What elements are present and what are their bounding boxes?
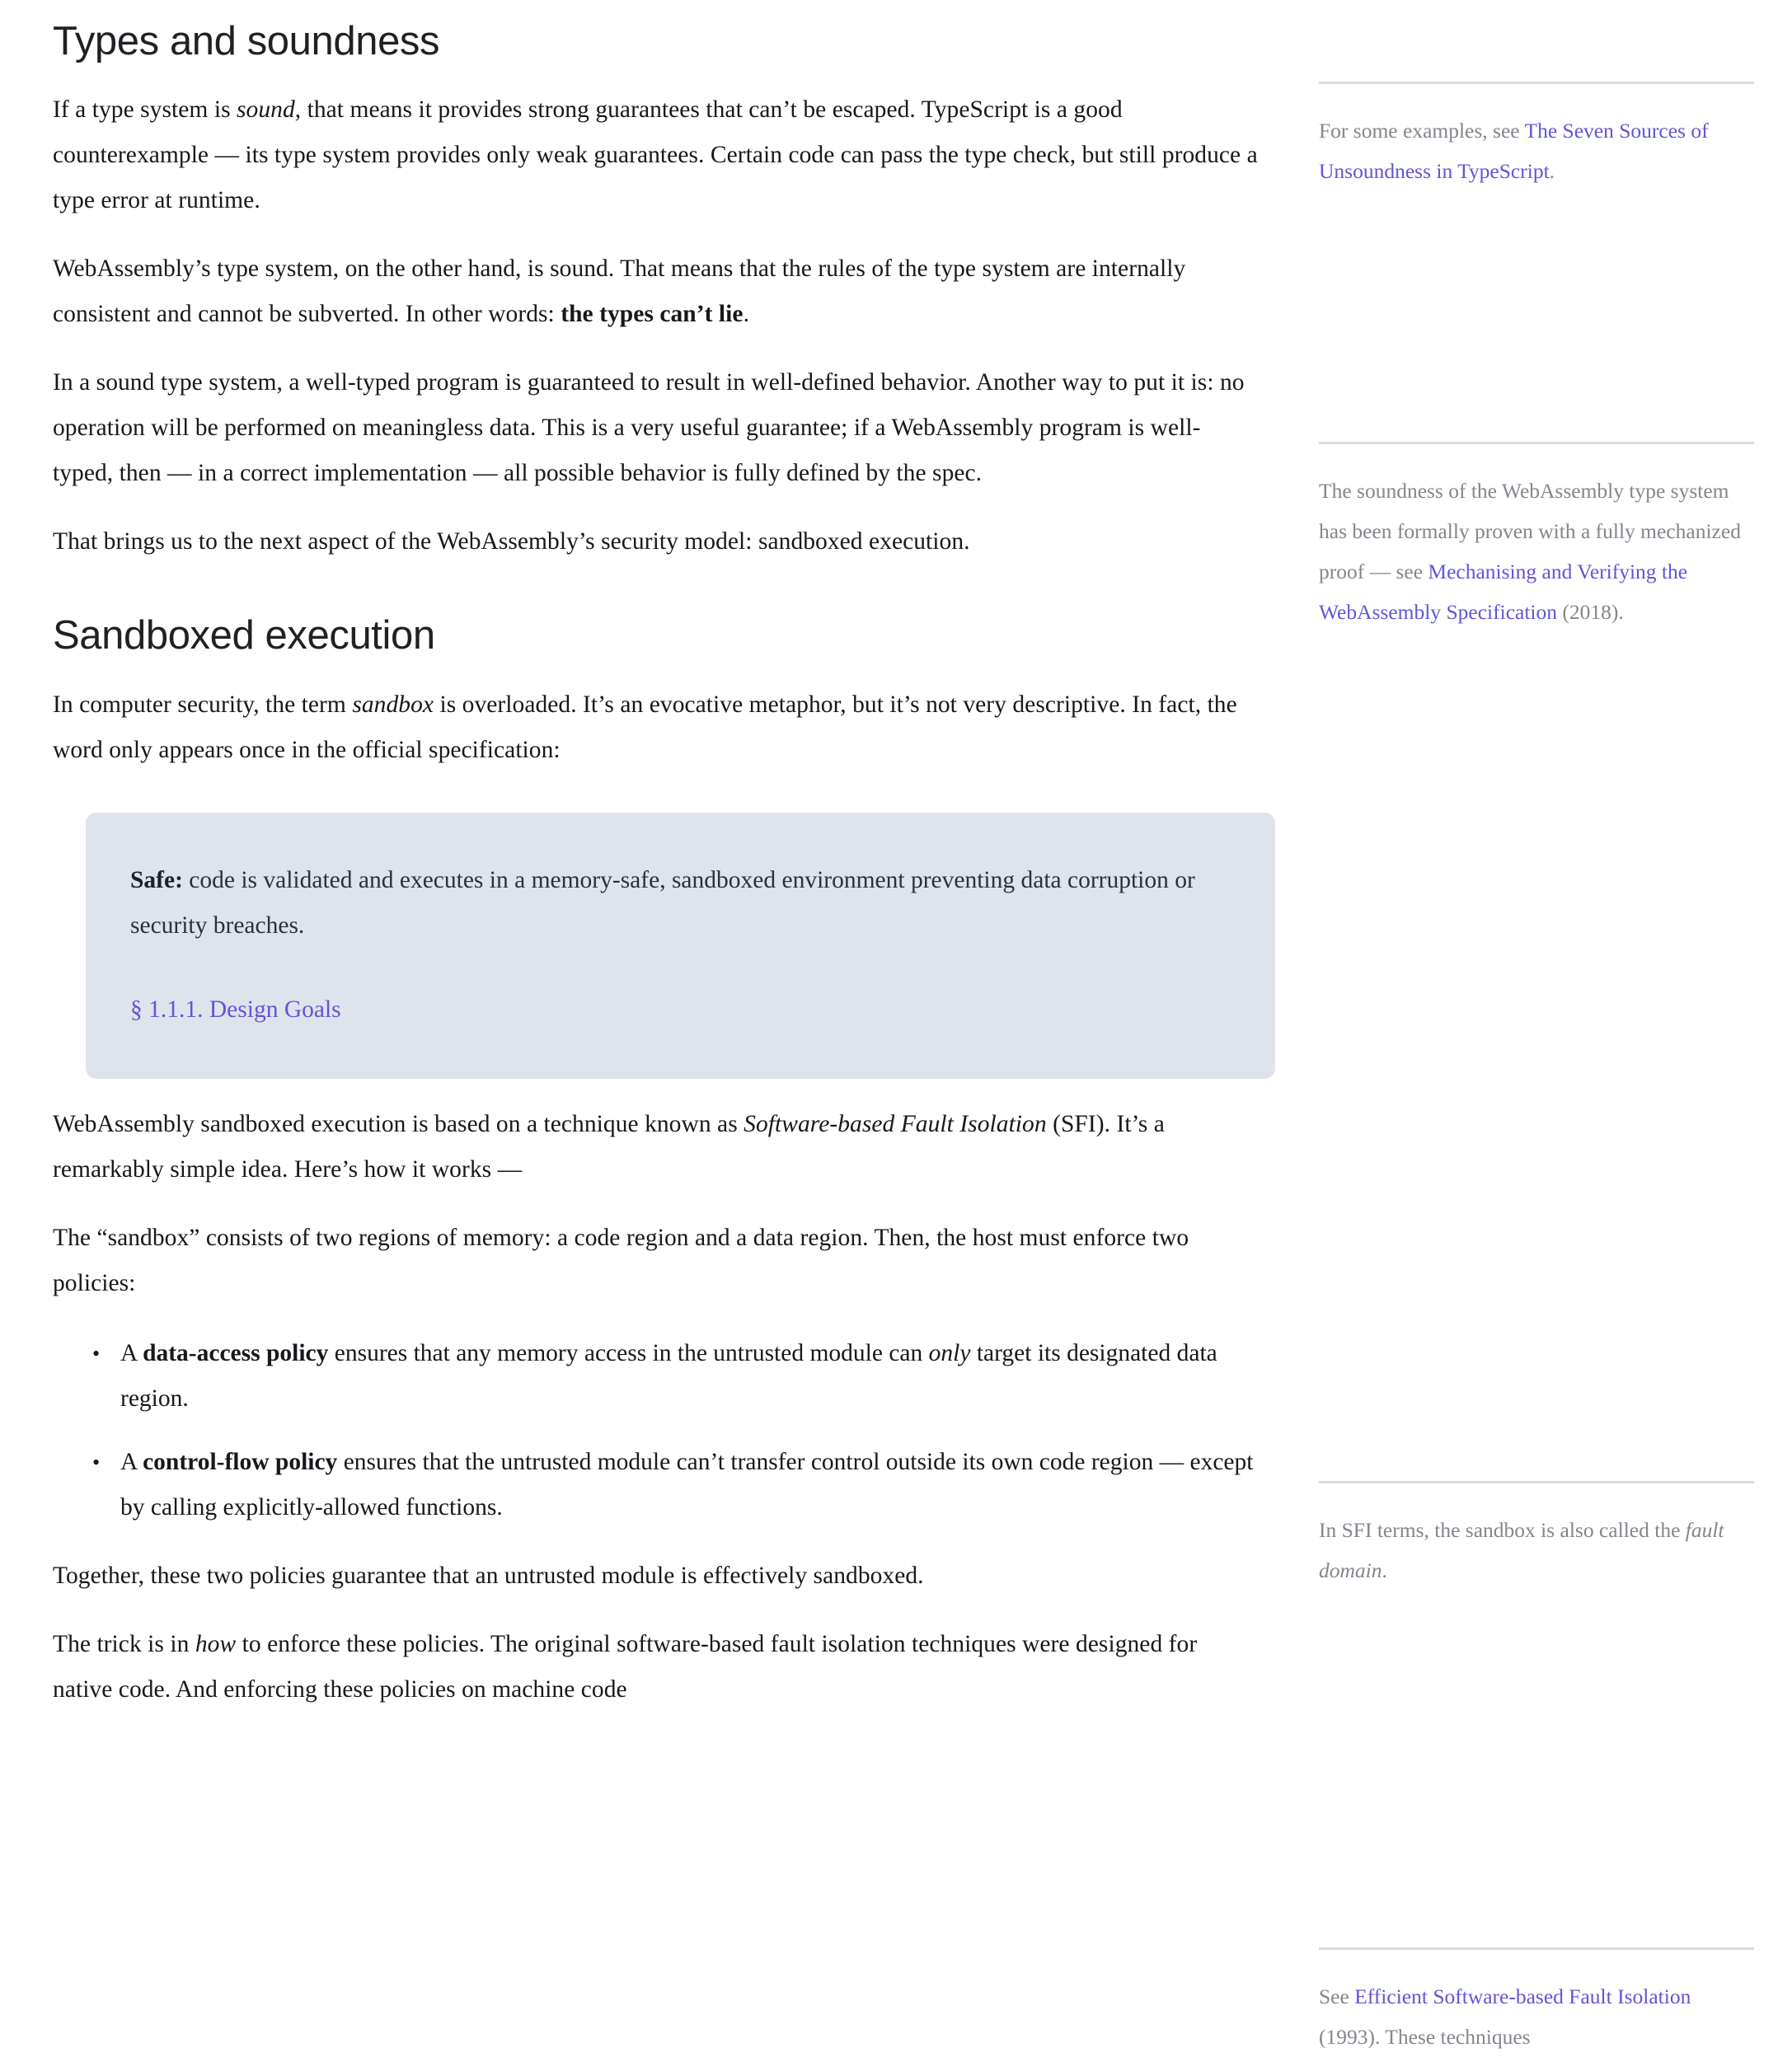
margin-note-text	[1319, 1976, 1754, 2057]
spec-quote-callout	[86, 813, 1275, 1079]
margin-note-divider	[1319, 82, 1754, 84]
paragraph-together	[53, 1553, 1258, 1599]
text-run: .	[1382, 1558, 1387, 1582]
margin-note-divider	[1319, 442, 1754, 444]
text-run: data-access policy	[143, 1339, 329, 1366]
text-run: how	[195, 1630, 237, 1657]
paragraph-well-typed	[53, 360, 1258, 496]
margin-note-efficient-sfi	[1319, 1947, 1754, 2057]
text-run: In computer security, the term	[53, 691, 353, 718]
text-run: Safe:	[130, 866, 183, 893]
text-run: sound	[237, 96, 295, 124]
text-run: The soundness of the WebAssembly type system has been formally proven with a fully mechanized proof — see	[1319, 479, 1741, 583]
text-run: WebAssembly’s type system, on the other hand, is sound. That means that the rules of the type system are internally consistent and cannot be subverted. In other words:	[53, 255, 1186, 328]
text-run: , that means it provides strong guarantees that can’t be escaped. TypeScript is a good counterexample — its type system provides only weak guarantees. Certain code can pass the type check, but still produce a type error at runtime.	[53, 96, 1258, 214]
text-run: is overloaded. It’s an evocative metaphor, but it’s not very descriptive. In fact, the word only appears once in the official specification:	[53, 691, 1237, 763]
text-run: .	[743, 301, 749, 328]
text-run: Software-based Fault Isolation	[744, 1110, 1047, 1137]
text-run: If a type system is	[53, 96, 237, 124]
margin-note-divider	[1319, 1947, 1754, 1950]
text-run: target its designated data region.	[120, 1339, 1217, 1412]
section-heading-types-and-soundness: Types and soundness	[53, 19, 440, 63]
text-run: fault domain	[1319, 1518, 1724, 1582]
margin-note-text	[1319, 471, 1754, 632]
margin-note-divider	[1319, 1481, 1754, 1483]
text-run: See	[1319, 1984, 1355, 2008]
margin-note-mechanised-proof	[1319, 442, 1754, 632]
margin-note-fault-domain	[1319, 1481, 1754, 1591]
paragraph-next-aspect	[53, 519, 1258, 565]
margin-note-link[interactable]: The Seven Sources of Unsoundness in TypeScript	[1319, 119, 1709, 183]
paragraph-trick	[53, 1622, 1258, 1713]
text-run: In SFI terms, the sandbox is also called the	[1319, 1518, 1686, 1542]
policy-list	[53, 1331, 1258, 1530]
spec-quote-citation-link[interactable]: § 1.1.1. Design Goals	[130, 996, 341, 1023]
paragraph-sandbox-overloaded	[53, 682, 1258, 773]
spec-quote-text	[130, 858, 1231, 949]
text-run: For some examples, see	[1319, 119, 1525, 143]
text-run: ensures that any memory access in the untrusted module can	[328, 1339, 929, 1366]
text-run: control-flow policy	[143, 1448, 338, 1475]
margin-note-text	[1319, 1510, 1754, 1591]
text-run: code is validated and executes in a memory-safe, sandboxed environment preventing data corruption or security breaches.	[130, 866, 1195, 939]
text-run: A	[120, 1339, 143, 1366]
paragraph-wasm-sound	[53, 246, 1258, 337]
paragraph-two-regions	[53, 1216, 1258, 1306]
text-run: In a sound type system, a well-typed program is guaranteed to result in well-defined behavior. Another way to put it is: no operation will be performed on meaningless data. This is a very useful guarantee; if a WebAssembly program is well-typed, then — in a correct implementation — all possible behavior is fully defined by the spec.	[53, 369, 1245, 487]
list-item	[120, 1331, 1258, 1422]
text-run: The “sandbox” consists of two regions of memory: a code region and a data region. Then, the host must enforce two policies:	[53, 1224, 1189, 1296]
margin-note-typescript-unsoundness	[1319, 82, 1754, 191]
spec-quote-citation	[130, 987, 1231, 1033]
text-run: (2018).	[1557, 600, 1624, 624]
list-item	[120, 1440, 1258, 1530]
text-run: the types can’t lie	[561, 301, 744, 328]
text-run: WebAssembly sandboxed execution is based on a technique known as	[53, 1110, 744, 1137]
text-run: .	[1549, 159, 1555, 183]
paragraph-sfi-intro	[53, 1102, 1258, 1192]
text-run: Together, these two policies guarantee that an untrusted module is effectively sandboxed.	[53, 1562, 924, 1589]
text-run: (1993). These techniques	[1319, 2025, 1531, 2049]
section-heading-sandboxed-execution: Sandboxed execution	[53, 613, 435, 658]
margin-note-text	[1319, 110, 1754, 191]
article-main-column	[53, 0, 1258, 1713]
text-run: A	[120, 1448, 143, 1475]
text-run: That brings us to the next aspect of the WebAssembly’s security model: sandboxed execution.	[53, 528, 970, 555]
paragraph-sound-definition	[53, 87, 1258, 223]
text-run: ensures that the untrusted module can’t transfer control outside its own code region — except by calling explicitly-allowed functions.	[120, 1448, 1254, 1520]
margin-note-link[interactable]: Efficient Software-based Fault Isolation	[1354, 1984, 1691, 2008]
text-run: (SFI). It’s a remarkably simple idea. Here’s how it works —	[53, 1110, 1165, 1183]
text-run: to enforce these policies. The original software-based fault isolation techniques were designed for native code. And enforcing these policies on machine code	[53, 1630, 1198, 1703]
text-run: The trick is in	[53, 1630, 195, 1657]
margin-note-link[interactable]: Mechanising and Verifying the WebAssembly Specification	[1319, 560, 1688, 624]
text-run: sandbox	[352, 691, 434, 718]
text-run: only	[928, 1339, 971, 1366]
